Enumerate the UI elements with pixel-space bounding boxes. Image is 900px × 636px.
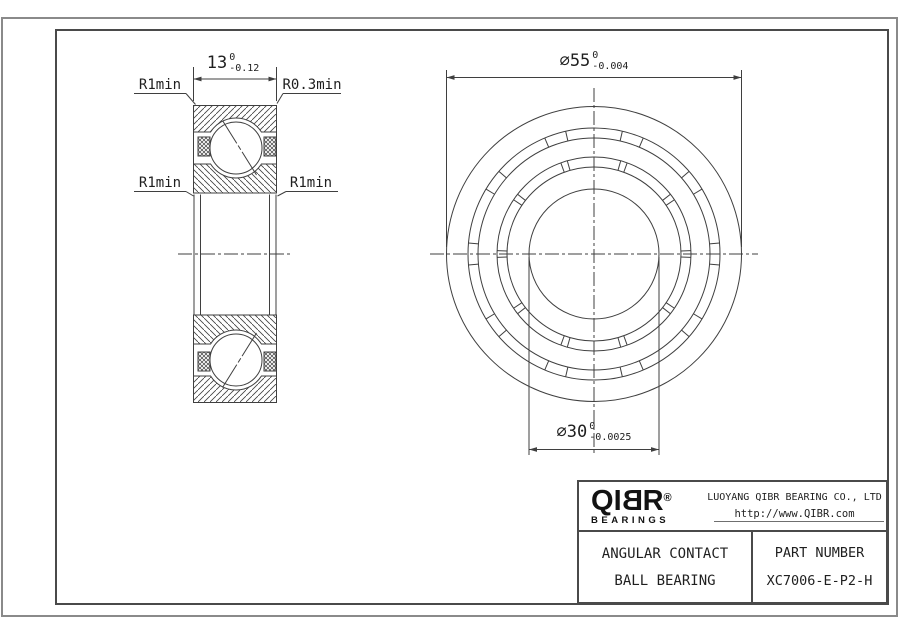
product-name-line2: BALL BEARING bbox=[614, 572, 716, 589]
company-website: http://www.QIBR.com bbox=[734, 508, 855, 520]
logo-letter-q: Q bbox=[591, 485, 614, 517]
dim-od-tolerance bbox=[592, 50, 628, 72]
ball-bottom bbox=[210, 334, 262, 386]
dim-bore-tolerance bbox=[589, 421, 631, 443]
company-name: LUOYANG QIBR BEARING CO., LTD bbox=[707, 492, 882, 503]
dim-bore-tol-upper: 0 bbox=[589, 421, 596, 432]
dim-width-tol-upper: 0 bbox=[229, 52, 236, 63]
dim-width-tol-lower: -0.12 bbox=[229, 63, 260, 74]
logo-subtext: BEARINGS bbox=[591, 515, 670, 526]
dim-od-value: 55 bbox=[569, 50, 591, 71]
company-info bbox=[707, 492, 886, 520]
registered-trademark-symbol: ® bbox=[663, 492, 672, 504]
left-view-cross-section bbox=[178, 106, 293, 403]
cage-section-bottom-left bbox=[198, 352, 210, 371]
cage-section-top-right bbox=[264, 137, 276, 156]
dim-width bbox=[207, 52, 260, 74]
part-number-cell bbox=[753, 532, 886, 602]
product-name-line1: ANGULAR CONTACT bbox=[601, 545, 729, 562]
dim-od-tol-upper: 0 bbox=[592, 50, 599, 61]
dim-od-tol-lower: -0.004 bbox=[592, 61, 629, 72]
diameter-symbol: ⌀ bbox=[559, 50, 570, 71]
logo-letter-i: I bbox=[613, 485, 622, 517]
title-block-detail-row bbox=[579, 532, 886, 602]
company-logo bbox=[579, 486, 707, 526]
logo-letter-b-mirrored: B bbox=[621, 485, 643, 517]
radius-label-top-right: R0.3min bbox=[282, 77, 342, 93]
cage-section-top-left bbox=[198, 137, 210, 156]
title-block-header-row bbox=[579, 482, 886, 532]
ball-top bbox=[210, 122, 262, 174]
product-name-cell bbox=[579, 532, 753, 602]
diameter-symbol: ⌀ bbox=[556, 421, 567, 442]
dim-bore-value: 30 bbox=[566, 421, 588, 442]
right-view-front bbox=[430, 88, 758, 453]
logo-wordmark bbox=[591, 485, 707, 517]
part-number-value: XC7006-E-P2-H bbox=[766, 573, 873, 589]
dim-bore-diameter bbox=[557, 421, 632, 443]
logo-letter-r: R bbox=[642, 485, 664, 517]
title-block bbox=[577, 480, 888, 604]
dim-bore-tol-lower: -0.0025 bbox=[589, 432, 632, 443]
part-number-label: PART NUMBER bbox=[774, 545, 865, 561]
radius-label-mid-left: R1min bbox=[138, 175, 182, 191]
dim-width-value: 13 bbox=[206, 52, 228, 73]
dim-outer-diameter bbox=[560, 50, 629, 72]
dim-width-tolerance bbox=[229, 52, 259, 74]
radius-label-mid-right: R1min bbox=[289, 175, 333, 191]
cage-section-bottom-right bbox=[264, 352, 276, 371]
radius-label-top-left: R1min bbox=[138, 77, 182, 93]
